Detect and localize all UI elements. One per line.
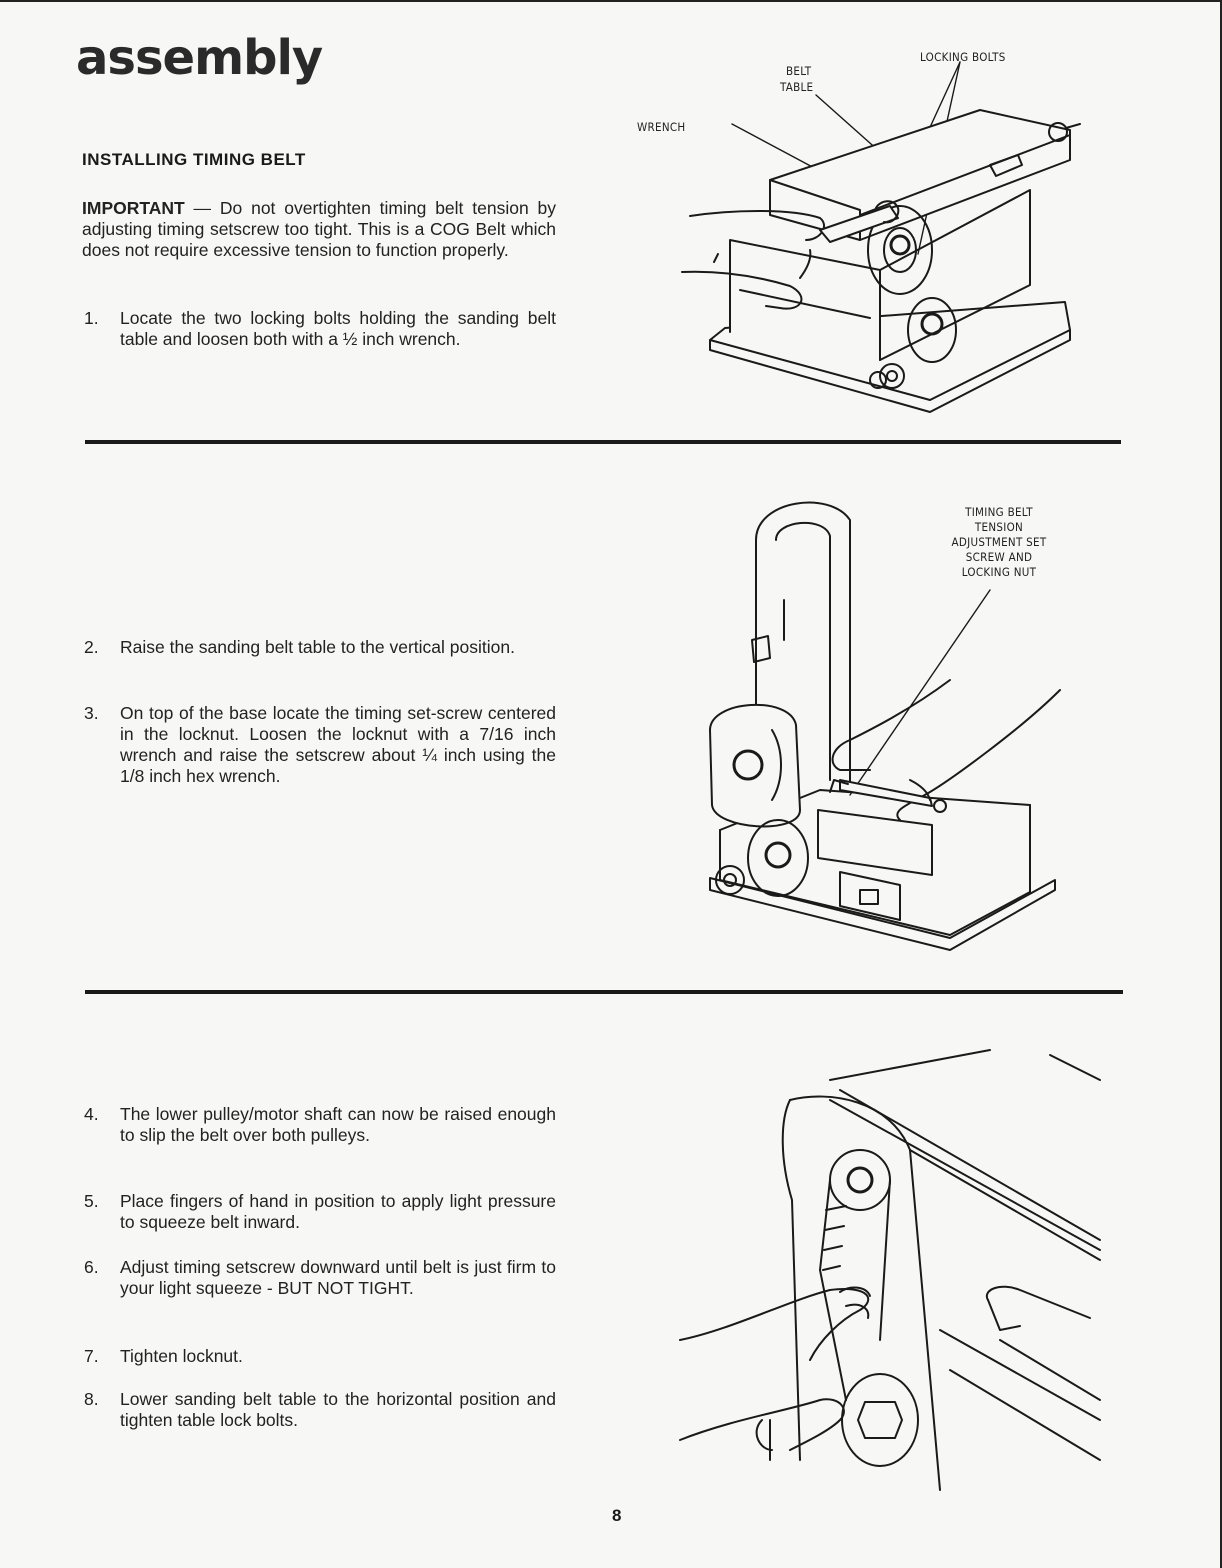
callout-line: ADJUSTMENT SET	[951, 535, 1047, 549]
section-divider-1	[85, 440, 1121, 444]
step-text: Locate the two locking bolts holding the sanding belt table and loosen both with a ½ inch wrench.	[120, 308, 556, 349]
important-text: — Do not overtighten timing belt tension by adjusting timing setscrew too tight. This is a COG Belt which does not require excessive tension to function properly.	[82, 198, 556, 260]
callout-line: LOCKING NUT	[961, 565, 1037, 579]
page-top-border	[0, 0, 1222, 2]
sander-body-vertical	[710, 503, 1055, 950]
figure-1-belt-sander-locking-bolts	[670, 40, 1110, 430]
step-number: 3.	[84, 703, 99, 723]
sander-body	[710, 110, 1080, 412]
callout-line: TENSION	[974, 520, 1024, 534]
step-text: Lower sanding belt table to the horizontal position and tighten table lock bolts.	[120, 1389, 556, 1430]
step-number: 7.	[84, 1346, 99, 1366]
step-text: Raise the sanding belt table to the vertical position.	[120, 637, 515, 657]
step-number: 1.	[84, 308, 99, 328]
callout-belt-table-line2: TABLE	[780, 80, 814, 94]
sander-body-underside	[757, 1050, 1100, 1490]
important-label: IMPORTANT	[82, 198, 185, 218]
callout-line: SCREW AND	[965, 550, 1033, 564]
step-number: 8.	[84, 1389, 99, 1409]
step-text: Place fingers of hand in position to apply light pressure to squeeze belt inward.	[120, 1191, 556, 1232]
step-text: Tighten locknut.	[120, 1346, 243, 1366]
step-number: 4.	[84, 1104, 99, 1124]
step-text: The lower pulley/motor shaft can now be raised enough to slip the belt over both pulleys.	[120, 1104, 556, 1145]
figure-3-belt-installation	[670, 1040, 1110, 1500]
page-number: 8	[612, 1506, 622, 1525]
callout-belt-table-line1: BELT	[786, 64, 812, 78]
section-divider-2	[85, 990, 1123, 994]
step-number: 5.	[84, 1191, 99, 1211]
step-text: Adjust timing setscrew downward until belt is just firm to your light squeeze - BUT NOT TIGHT.	[120, 1257, 556, 1298]
callout-wrench: WRENCH	[637, 120, 686, 134]
leader-belt-table	[816, 95, 880, 152]
callout-line: TIMING BELT	[965, 505, 1033, 519]
figure-2-timing-setscrew	[700, 480, 1070, 950]
page-title: assembly	[76, 30, 323, 86]
important-note	[82, 198, 556, 261]
step-number: 6.	[84, 1257, 99, 1277]
section-heading: INSTALLING TIMING BELT	[82, 150, 306, 169]
step-text: On top of the base locate the timing set-screw centered in the locknut. Loosen the locknut with a 7/16 inch wrench and raise the setscrew about ¼ inch using the 1/8 inch hex wrench.	[120, 703, 556, 786]
step-number: 2.	[84, 637, 99, 657]
callout-locking-bolts: LOCKING BOLTS	[920, 50, 1006, 64]
